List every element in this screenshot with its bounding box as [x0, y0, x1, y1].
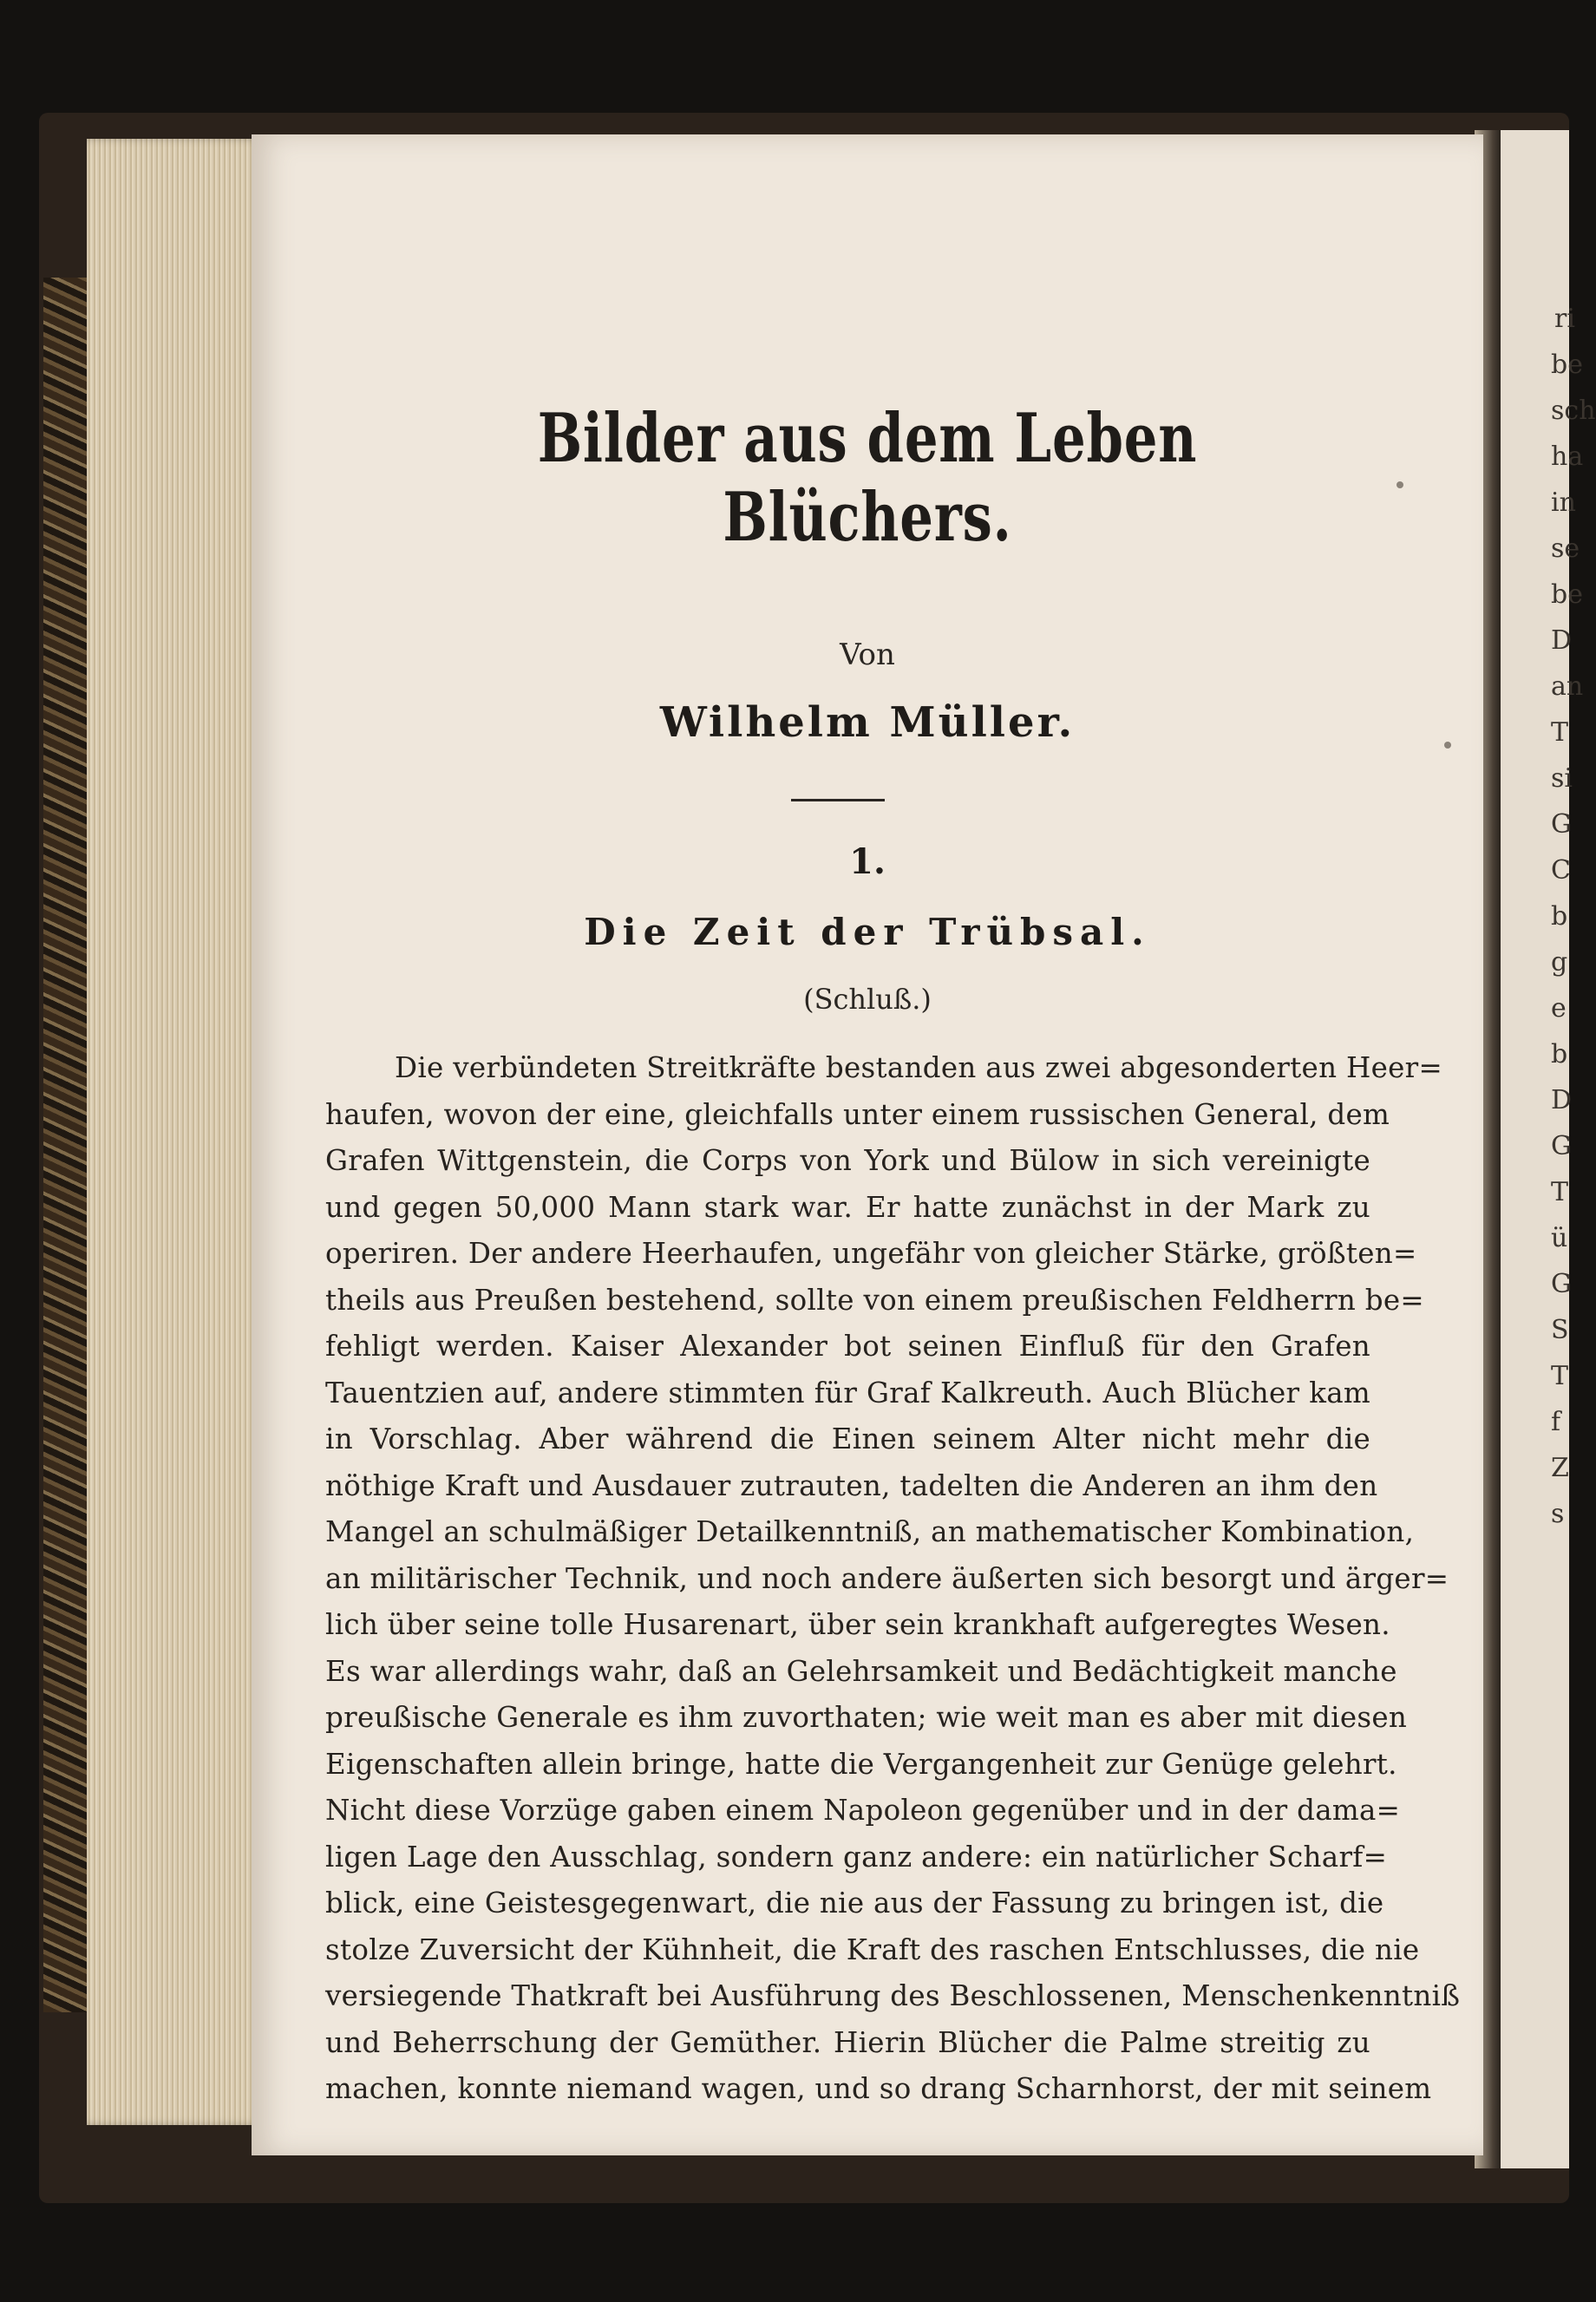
facing-page-fragment: T — [1551, 717, 1569, 748]
facing-page-fragment: Z — [1551, 1453, 1569, 1483]
text-line: und Beherrschung der Gemüther. Hierin Blücher die Palme streitig zu — [325, 2025, 1370, 2059]
text-line: fehligt werden. Kaiser Alexander bot seinen Einfluß für den Grafen — [325, 1330, 1370, 1363]
article-title: Bilder aus dem Leben Blüchers. — [537, 399, 1198, 557]
facing-page-fragment: G — [1551, 1269, 1572, 1299]
facing-page-fragment: se — [1551, 533, 1580, 564]
text-line: Eigenschaften allein bringe, hatte die Vergangenheit zur Genüge gelehrt. — [325, 1747, 1397, 1781]
paper-speck — [1444, 742, 1451, 749]
section-title: Die Zeit der Trübsal. — [584, 911, 1151, 953]
facing-page-fragment: si — [1551, 763, 1573, 794]
text-line: theils aus Preußen bestehend, sollte von einem preußischen Feldherrn be= — [325, 1283, 1424, 1317]
facing-page-fragment: C — [1551, 855, 1571, 886]
text-line: lich über seine tolle Husarenart, über sein krankhaft aufgeregtes Wesen. — [325, 1608, 1390, 1641]
facing-page-fragment: an — [1551, 671, 1584, 702]
text-line: blick, eine Geistesgegenwart, die nie aus der Fassung zu bringen ist, die — [325, 1887, 1384, 1919]
facing-page-fragment: T — [1551, 1361, 1569, 1391]
facing-page-fragment: G — [1551, 809, 1572, 840]
facing-page-fragment: e — [1551, 993, 1567, 1023]
text-line: an militärischer Technik, und noch andere äußerten sich besorgt und ärger= — [325, 1561, 1449, 1595]
text-line: machen, konnte niemand wagen, und so drang Scharnhorst, der mit seinem — [325, 2072, 1432, 2105]
facing-page-fragment: f — [1551, 1407, 1561, 1437]
text-line: Es war allerdings wahr, daß an Gelehrsamkeit und Bedächtigkeit manche — [325, 1654, 1397, 1688]
text-line: Nicht diese Vorzüge gaben einem Napoleon gegenüber und in der dama= — [325, 1794, 1401, 1827]
facing-page-fragment: be — [1551, 579, 1583, 610]
text-line: Grafen Wittgenstein, die Corps von York und Bülow in sich vereinigte — [325, 1144, 1370, 1177]
facing-page-fragment: D — [1551, 1085, 1573, 1115]
facing-page-fragment: b — [1551, 1039, 1568, 1069]
part-number: 1. — [849, 841, 886, 882]
facing-page-fragment: ri — [1554, 304, 1575, 334]
facing-page-fragment: be — [1551, 350, 1583, 380]
facing-page-fragment: sch — [1551, 396, 1596, 426]
text-line: ligen Lage den Ausschlag, sondern ganz andere: ein natürlicher Scharf= — [325, 1840, 1388, 1874]
facing-page-fragment: D — [1551, 625, 1573, 656]
facing-page-fragment: T — [1551, 1177, 1569, 1207]
page-edges — [87, 139, 273, 2125]
text-line: haufen, wovon der eine, gleichfalls unter einem russischen General, dem — [325, 1097, 1390, 1131]
byline-von: Von — [840, 638, 895, 672]
title-divider — [791, 799, 885, 801]
author-name: Wilhelm Müller. — [659, 698, 1076, 747]
text-line: Die verbündeten Streitkräfte bestanden aus zwei abgesonderten Heer= — [395, 1051, 1443, 1084]
facing-page-fragment: S — [1551, 1315, 1569, 1345]
text-line: preußische Generale es ihm zuvorthaten; wie weit man es aber mit diesen — [325, 1701, 1408, 1734]
facing-page-fragment: in — [1551, 487, 1576, 518]
text-line: operiren. Der andere Heerhaufen, ungefähr von gleicher Stärke, größten= — [325, 1237, 1417, 1270]
text-line: stolze Zuversicht der Kühnheit, die Kraft des raschen Entschlusses, die nie — [325, 1933, 1420, 1966]
text-line: Tauentzien auf, andere stimmten für Graf Kalkreuth. Auch Blücher kam — [325, 1376, 1370, 1409]
book-page — [252, 134, 1483, 2155]
text-line: Mangel an schulmäßiger Detailkenntniß, an mathematischer Kombination, — [325, 1515, 1415, 1548]
text-line: versiegende Thatkraft bei Ausführung des Beschlossenen, Menschenkenntniß — [325, 1979, 1461, 2012]
facing-page-fragment: g — [1551, 947, 1568, 978]
text-line: nöthige Kraft und Ausdauer zutrauten, tadelten die Anderen an ihm den — [325, 1468, 1378, 1502]
text-line: in Vorschlag. Aber während die Einen seinem Alter nicht mehr die — [325, 1422, 1370, 1455]
paper-speck — [1396, 481, 1403, 488]
facing-page-fragment: s — [1551, 1499, 1565, 1529]
facing-page — [1501, 130, 1596, 2168]
section-subtitle: (Schluß.) — [803, 983, 932, 1016]
facing-page-fragment: ha — [1551, 441, 1584, 472]
facing-page-fragment: b — [1551, 901, 1568, 932]
facing-page-fragment: G — [1551, 1131, 1572, 1161]
text-line: und gegen 50,000 Mann stark war. Er hatte zunächst in der Mark zu — [325, 1190, 1370, 1224]
body-text — [325, 1045, 1461, 2113]
facing-page-fragment: ü — [1551, 1223, 1568, 1253]
